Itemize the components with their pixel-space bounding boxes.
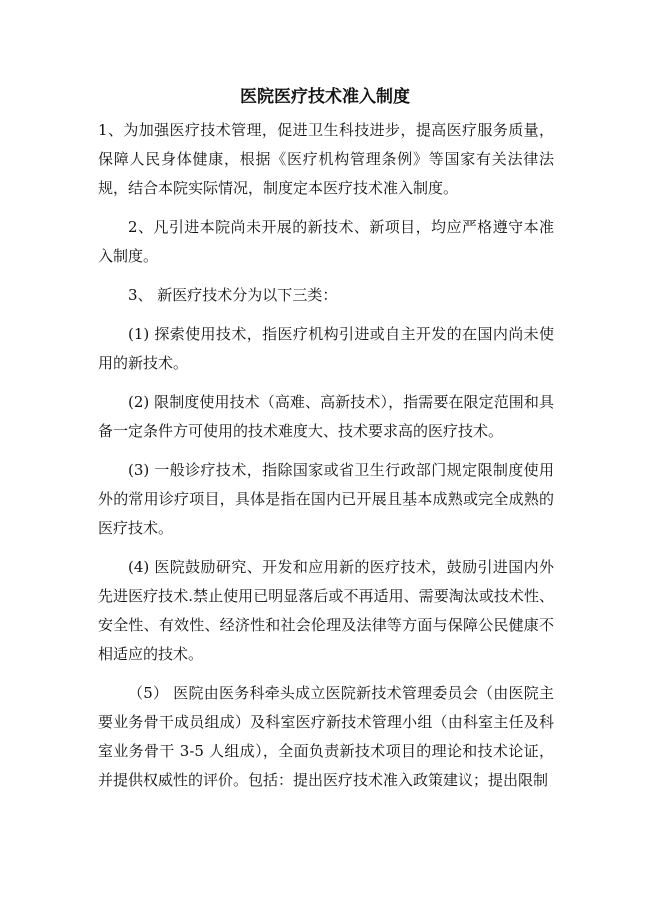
paragraph-category-general: (3) 一般诊疗技术，指除国家或省卫生行政部门规定限制度使用外的常用诊疗项目，具体是指在国内已开展且基本成熟或完全成熟的医疗技术。 — [98, 461, 554, 537]
paragraph-category-restricted: (2) 限制度使用技术（高难、高新技术），指需要在限定范围和具备一定条件方可使用的技术难度大、技术要求高的医疗技术。 — [98, 393, 554, 440]
paragraph-categories-heading: 3、 新医疗技术分为以下三类： — [128, 286, 338, 304]
document-title: 医院医疗技术准入制度 — [240, 87, 410, 107]
paragraph-committee: （5） 医院由医务科牵头成立医院新技术管理委员会（由医院主要业务骨干成员组成）及科室医疗新技术管理小组（由科室主任及科室业务骨干 3-5 人组成），全面负责新技术项目的理论和技术论证，并提供权威性的评价。包括：提出医疗技术准入政策建议；提出限制 — [98, 684, 554, 789]
paragraph-purpose: 1、为加强医疗技术管理，促进卫生科技进步，提高医疗服务质量，保障人民身体健康，根据《医疗机构管理条例》等国家有关法律法规，结合本院实际情况，制度定本医疗技术准入制度。 — [98, 121, 554, 197]
paragraph-encouragement: (4) 医院鼓励研究、开发和应用新的医疗技术，鼓励引进国内外先进医疗技术.禁止使用已明显落后或不再适用、需要淘汰或技术性、安全性、有效性、经济性和社会伦理及法律等方面与保障公民健康不相适应的技术。 — [98, 558, 554, 663]
paragraph-scope: 2、凡引进本院尚未开展的新技术、新项目，均应严格遵守本准入制度。 — [98, 218, 554, 265]
paragraph-category-exploratory: (1) 探索使用技术，指医疗机构引进或自主开发的在国内尚未使用的新技术。 — [98, 325, 554, 372]
document-body — [98, 116, 554, 805]
